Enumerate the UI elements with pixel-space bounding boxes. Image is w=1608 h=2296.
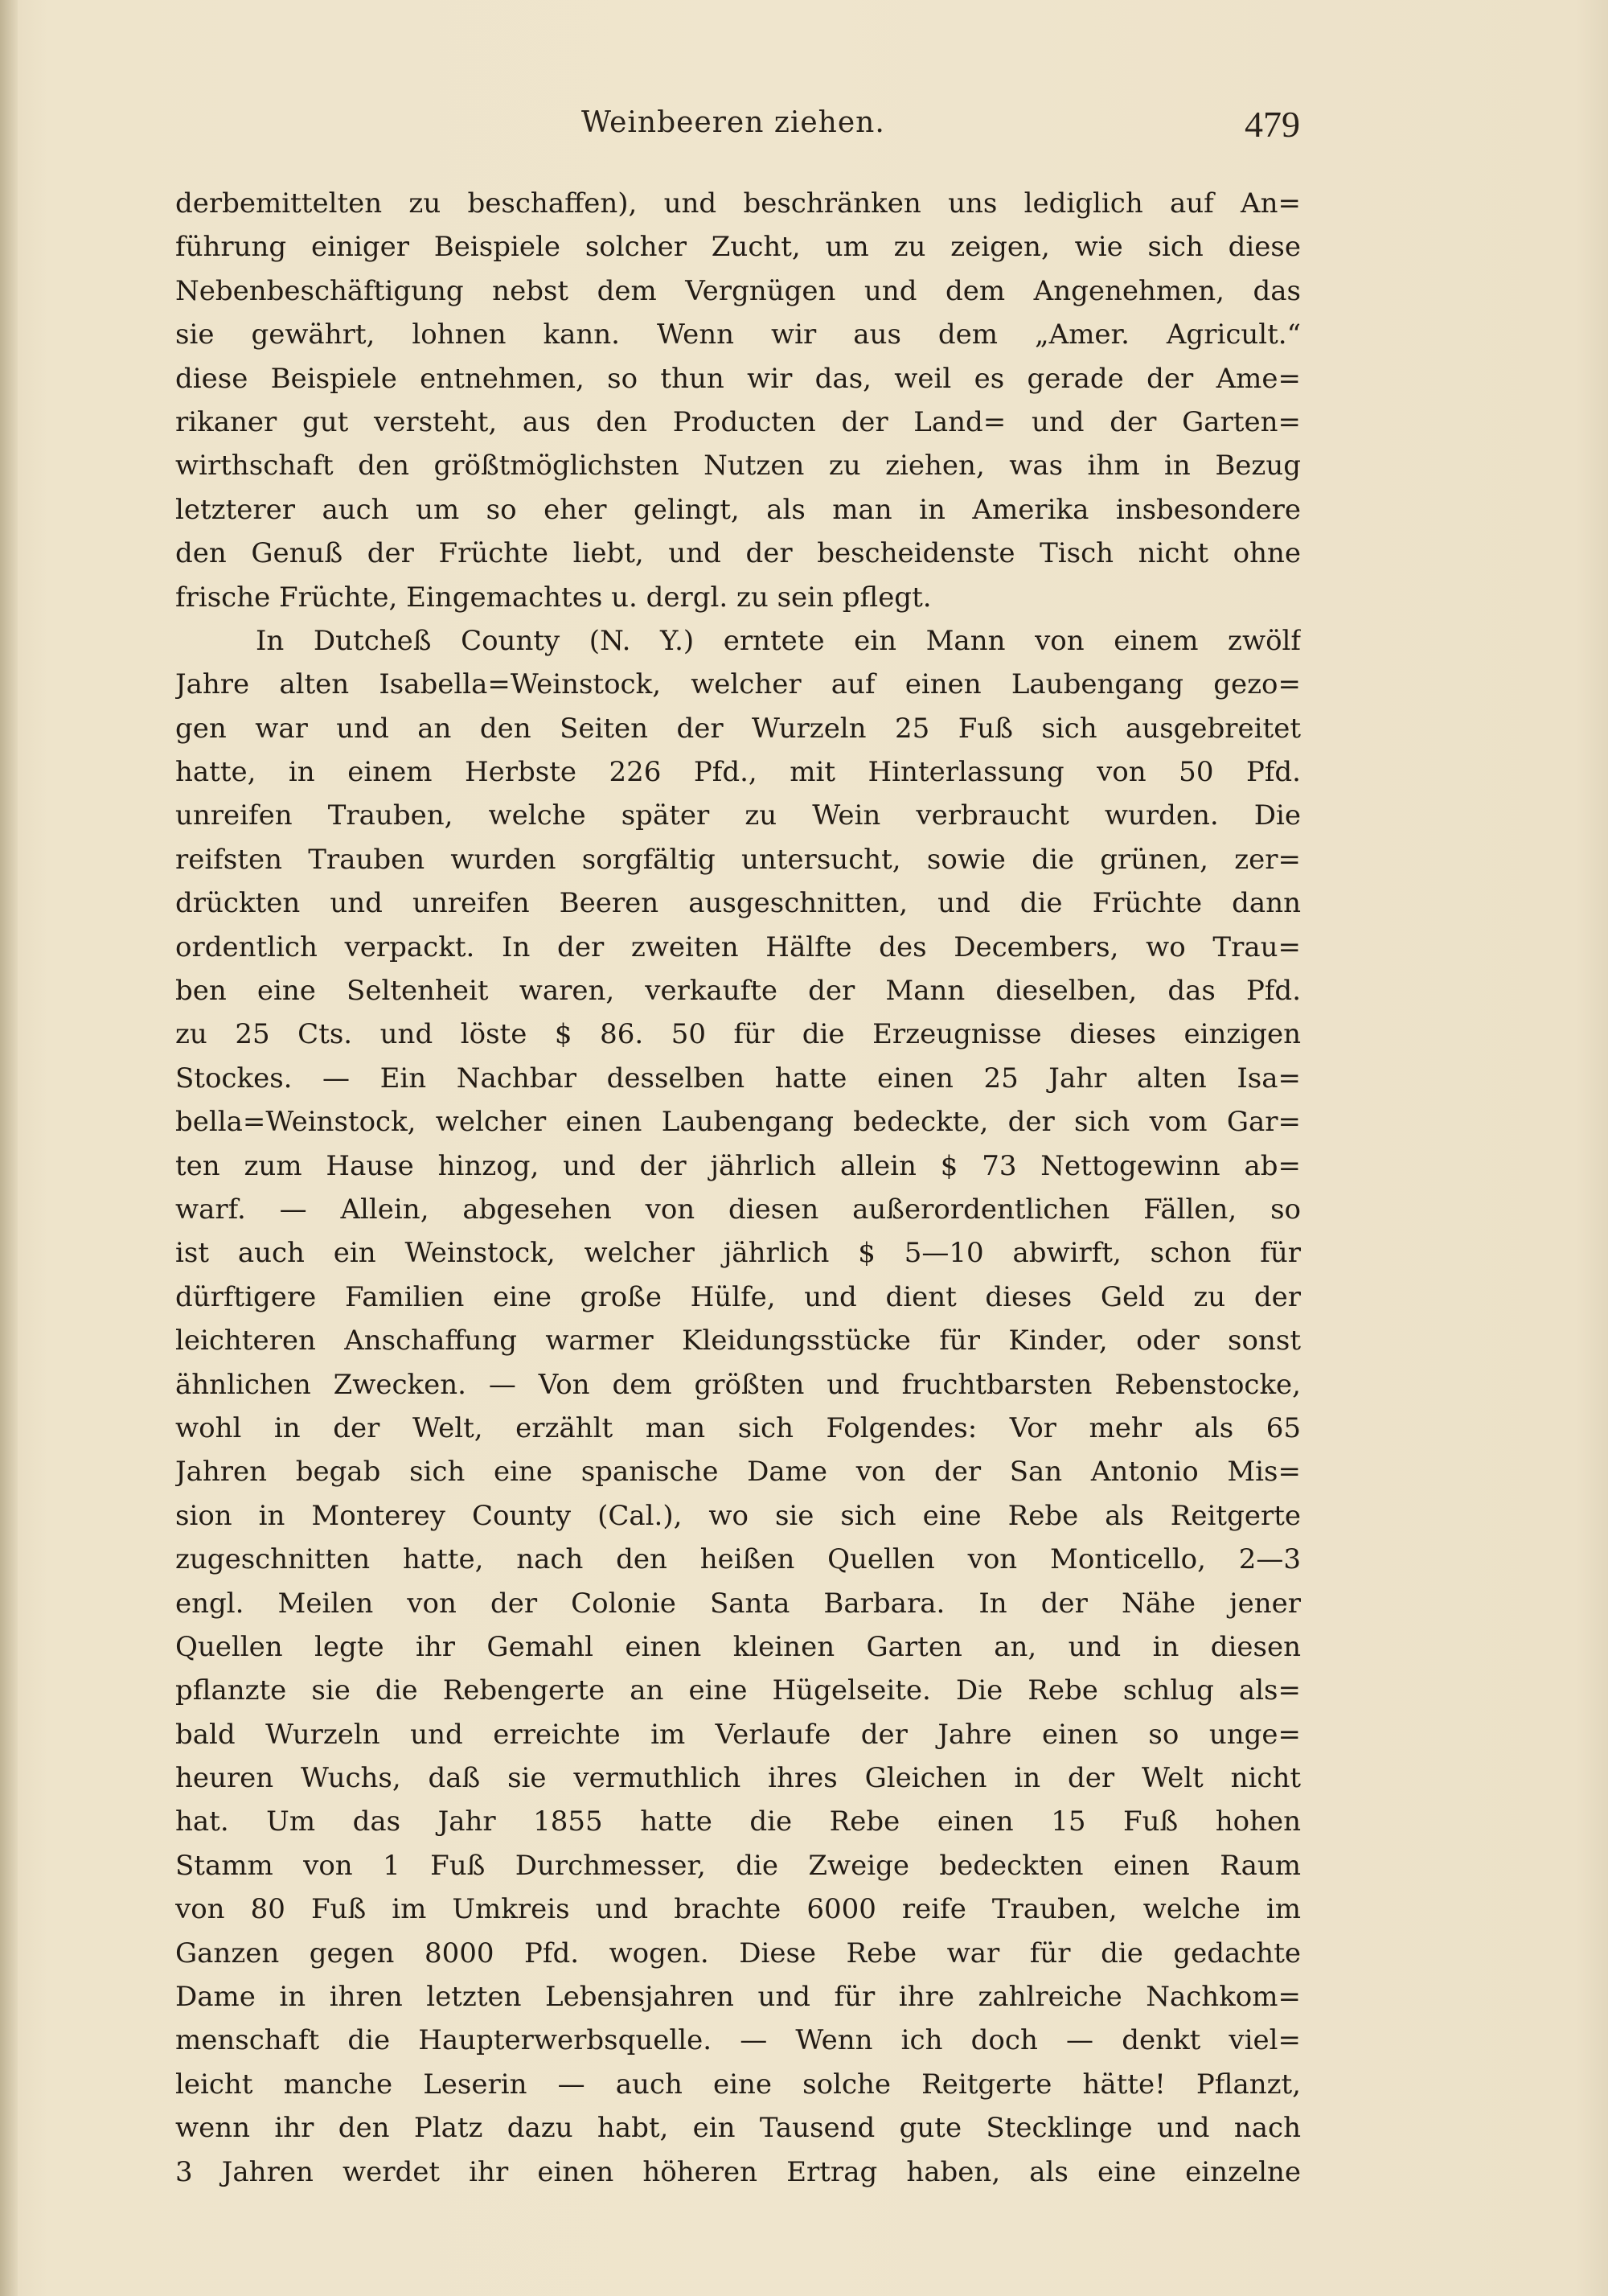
text-line: engl. Meilen von der Colonie Santa Barbara. In der Nähe jener [175,1587,1301,1620]
text-line: zugeschnitten hatte, nach den heißen Quellen von Monticello, 2—3 [175,1543,1301,1576]
text-line: wirthschaft den größtmöglichsten Nutzen zu ziehen, was ihm in Bezug [175,450,1301,483]
binding-shadow [0,0,18,2296]
text-line: ten zum Hause hinzog, und der jährlich allein $ 73 Nettogewinn ab= [175,1149,1301,1182]
text-line: leichteren Anschaffung warmer Kleidungsstücke für Kinder, oder sonst [175,1325,1301,1357]
text-line: wohl in der Welt, erzählt man sich Folgendes: Vor mehr als 65 [175,1411,1301,1444]
text-line: diese Beispiele entnehmen, so thun wir das, weil es gerade der Ame= [175,362,1301,395]
text-line: rikaner gut versteht, aus den Producten der Land= und der Garten= [175,405,1301,438]
page-number: 479 [1245,104,1300,145]
page-header [175,106,1301,154]
text-line: ordentlich verpackt. In der zweiten Hälfte des Decembers, wo Trau= [175,930,1301,963]
text-line: Ganzen gegen 8000 Pfd. wogen. Diese Rebe war für die gedachte [175,1937,1301,1969]
text-line: zu 25 Cts. und löste $ 86. 50 für die Erzeugnisse dieses einzigen [175,1018,1301,1051]
text-line: unreifen Trauben, welche später zu Wein verbraucht wurden. Die [175,799,1301,832]
text-line: drückten und unreifen Beeren ausgeschnitten, und die Früchte dann [175,887,1301,920]
text-line: Jahre alten Isabella=Weinstock, welcher auf einen Laubengang gezo= [175,668,1301,701]
text-line: letzterer auch um so eher gelingt, als man in Amerika insbesondere [175,493,1301,526]
text-line: wenn ihr den Platz dazu habt, ein Tausend gute Stecklinge und nach [175,2112,1301,2145]
text-line: Quellen legte ihr Gemahl einen kleinen Garten an, und in diesen [175,1630,1301,1663]
text-line: Dame in ihren letzten Lebensjahren und für ihre zahlreiche Nachkom= [175,1981,1301,2014]
running-title: Weinbeeren ziehen. [581,106,885,139]
text-line: Nebenbeschäftigung nebst dem Vergnügen und dem Angenehmen, das [175,274,1301,307]
text-line: den Genuß der Früchte liebt, und der bescheidenste Tisch nicht ohne [175,537,1301,570]
text-line: ben eine Seltenheit waren, verkaufte der Mann dieselben, das Pfd. [175,975,1301,1008]
text-line: menschaft die Haupterwerbsquelle. — Wenn ich doch — denkt viel= [175,2024,1301,2057]
text-line: sion in Monterey County (Cal.), wo sie sich eine Rebe als Reitgerte [175,1499,1301,1532]
paragraph-start-line: In Dutcheß County (N. Y.) erntete ein Mann von einem zwölf [256,624,1301,657]
text-line: reifsten Trauben wurden sorgfältig untersucht, sowie die grünen, zer= [175,843,1301,876]
text-line: heuren Wuchs, daß sie vermuthlich ihres Gleichen in der Welt nicht [175,1762,1301,1795]
text-line: hatte, in einem Herbste 226 Pfd., mit Hinterlassung von 50 Pfd. [175,756,1301,789]
text-line: Stamm von 1 Fuß Durchmesser, die Zweige bedeckten einen Raum [175,1849,1301,1882]
text-line: 3 Jahren werdet ihr einen höheren Ertrag haben, als eine einzelne [175,2155,1301,2188]
text-line: bella=Weinstock, welcher einen Laubengang bedeckte, der sich vom Gar= [175,1106,1301,1139]
text-line: führung einiger Beispiele solcher Zucht, um zu zeigen, wie sich diese [175,231,1301,264]
text-line: gen war und an den Seiten der Wurzeln 25 Fuß sich ausgebreitet [175,712,1301,745]
text-line: Stockes. — Ein Nachbar desselben hatte einen 25 Jahr alten Isa= [175,1062,1301,1095]
text-line: ist auch ein Weinstock, welcher jährlich $ 5—10 abwirft, schon für [175,1237,1301,1270]
text-line: dürftigere Familien eine große Hülfe, und dient dieses Geld zu der [175,1280,1301,1313]
text-line: leicht manche Leserin — auch eine solche Reitgerte hätte! Pflanzt, [175,2068,1301,2101]
text-line: von 80 Fuß im Umkreis und brachte 6000 reife Trauben, welche im [175,1893,1301,1926]
text-line: sie gewährt, lohnen kann. Wenn wir aus dem „Amer. Agricult.“ [175,318,1301,351]
text-line: pflanzte sie die Rebengerte an eine Hügelseite. Die Rebe schlug als= [175,1674,1301,1707]
text-line: derbemittelten zu beschaffen), und beschränken uns lediglich auf An= [175,187,1301,220]
body-text [175,182,1301,2194]
text-line: Jahren begab sich eine spanische Dame von der San Antonio Mis= [175,1456,1301,1489]
text-line: bald Wurzeln und erreichte im Verlaufe der Jahre einen so unge= [175,1718,1301,1751]
text-line: frische Früchte, Eingemachtes u. dergl. zu sein pflegt. [175,581,932,614]
text-line: ähnlichen Zwecken. — Von dem größten und fruchtbarsten Rebenstocke, [175,1368,1301,1401]
text-line: hat. Um das Jahr 1855 hatte die Rebe einen 15 Fuß hohen [175,1805,1301,1838]
text-line: warf. — Allein, abgesehen von diesen außerordentlichen Fällen, so [175,1193,1301,1226]
